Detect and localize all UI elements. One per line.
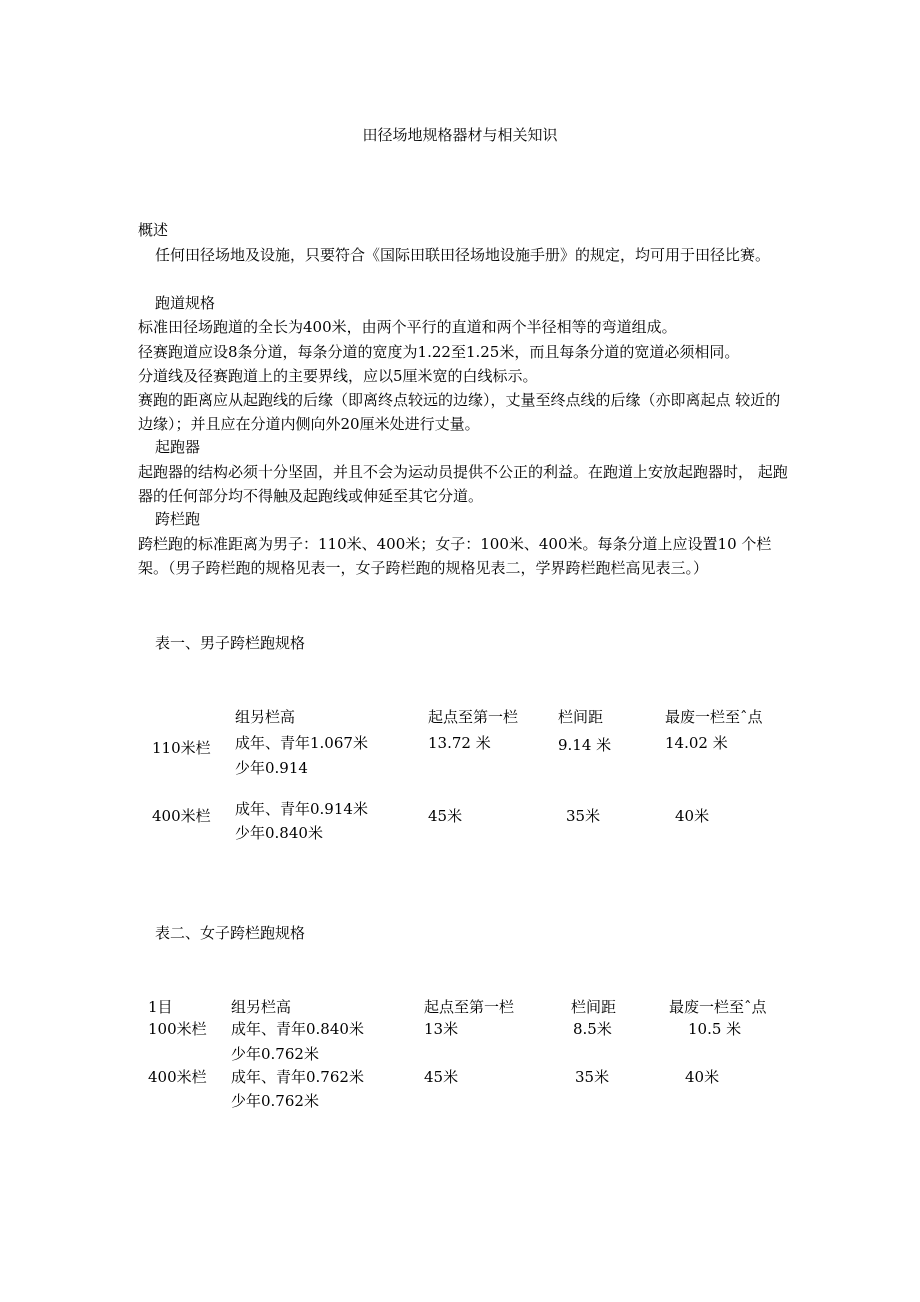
track-line: 赛跑的距离应从起跑线的后缘（即离终点较远的边缘），丈量至终点线的后缘（亦即离起点 较近的边缘）；并且应在分道内侧向外20厘米处进行丈量。 — [138, 391, 781, 433]
table1-caption: 表一、男子跨栏跑规格 — [155, 634, 306, 652]
height-cell: 成年、青年0.840米 — [231, 1020, 364, 1038]
finish-cell: 40米 — [685, 1068, 720, 1086]
finish-cell: 14.02 米 — [665, 734, 728, 752]
finish-cell: 10.5 米 — [688, 1020, 742, 1038]
table1-header: 栏间距 — [558, 708, 604, 726]
height-cell: 少年0.840米 — [235, 824, 323, 842]
height-cell: 成年、青年1.067米 — [235, 734, 368, 752]
hurdles-heading: 跨栏跑 — [155, 510, 201, 528]
height-cell: 成年、青年0.762米 — [231, 1068, 364, 1086]
table2-caption: 表二、女子跨栏跑规格 — [155, 924, 306, 942]
document-title: 田径场地规格器材与相关知识 — [362, 126, 558, 144]
start-cell: 45米 — [428, 807, 463, 825]
between-cell: 9.14 米 — [558, 736, 612, 754]
start-cell: 13米 — [424, 1020, 459, 1038]
track-line: 标准田径场跑道的全长为400米，由两个平行的直道和两个半径相等的弯道组成。 — [138, 318, 677, 336]
start-cell: 13.72 米 — [428, 734, 491, 752]
height-cell: 少年0.762米 — [231, 1092, 319, 1110]
between-cell: 8.5米 — [573, 1020, 612, 1038]
table2-header: 栏间距 — [571, 998, 617, 1016]
event-cell: 110米栏 — [152, 739, 211, 757]
table1-header: 最废一栏至ˆ点 — [665, 708, 763, 726]
between-cell: 35米 — [566, 807, 601, 825]
event-cell: 400米栏 — [148, 1068, 207, 1086]
start-cell: 45米 — [424, 1068, 459, 1086]
height-cell: 成年、青年0.914米 — [235, 800, 368, 818]
table1-header: 起点至第一栏 — [428, 708, 519, 726]
height-cell: 少年0.914 — [235, 759, 308, 777]
between-cell: 35米 — [575, 1068, 610, 1086]
blocks-paragraph: 起跑器的结构必须十分坚固，并且不会为运动员提供不公正的利益。在跑道上安放起跑器时， 起跑器的任何部分均不得触及起跑线或伸延至其它分道。 — [138, 463, 788, 505]
track-heading: 跑道规格 — [155, 294, 216, 312]
event-cell: 100米栏 — [148, 1020, 207, 1038]
table2-header: 组另栏高 — [231, 998, 292, 1016]
overview-paragraph: 任何田径场地及设施，只要符合《国际田联田径场地设施手册》的规定，均可用于田径比赛。 — [155, 246, 771, 264]
table2-header: 起点至第一栏 — [424, 998, 515, 1016]
table1-header: 组另栏高 — [235, 708, 296, 726]
finish-cell: 40米 — [675, 807, 710, 825]
table2-corner: 1目 — [148, 998, 173, 1016]
overview-heading: 概述 — [138, 221, 169, 239]
event-cell: 400米栏 — [152, 807, 211, 825]
track-line: 径赛跑道应设8条分道，每条分道的宽度为1.22至1.25米，而且每条分道的宽道必须相同。 — [138, 343, 740, 361]
hurdles-paragraph: 跨栏跑的标准距离为男子：110米、400米；女子：100米、400米。每条分道上应设置10 个栏架。（男子跨栏跑的规格见表一，女子跨栏跑的规格见表二，学界跨栏跑栏高见表三。） — [138, 535, 772, 577]
blocks-heading: 起跑器 — [155, 438, 201, 456]
track-line: 分道线及径赛跑道上的主要界线，应以5厘米宽的白线标示。 — [138, 367, 538, 385]
height-cell: 少年0.762米 — [231, 1045, 319, 1063]
table2-header: 最废一栏至ˆ点 — [669, 998, 767, 1016]
